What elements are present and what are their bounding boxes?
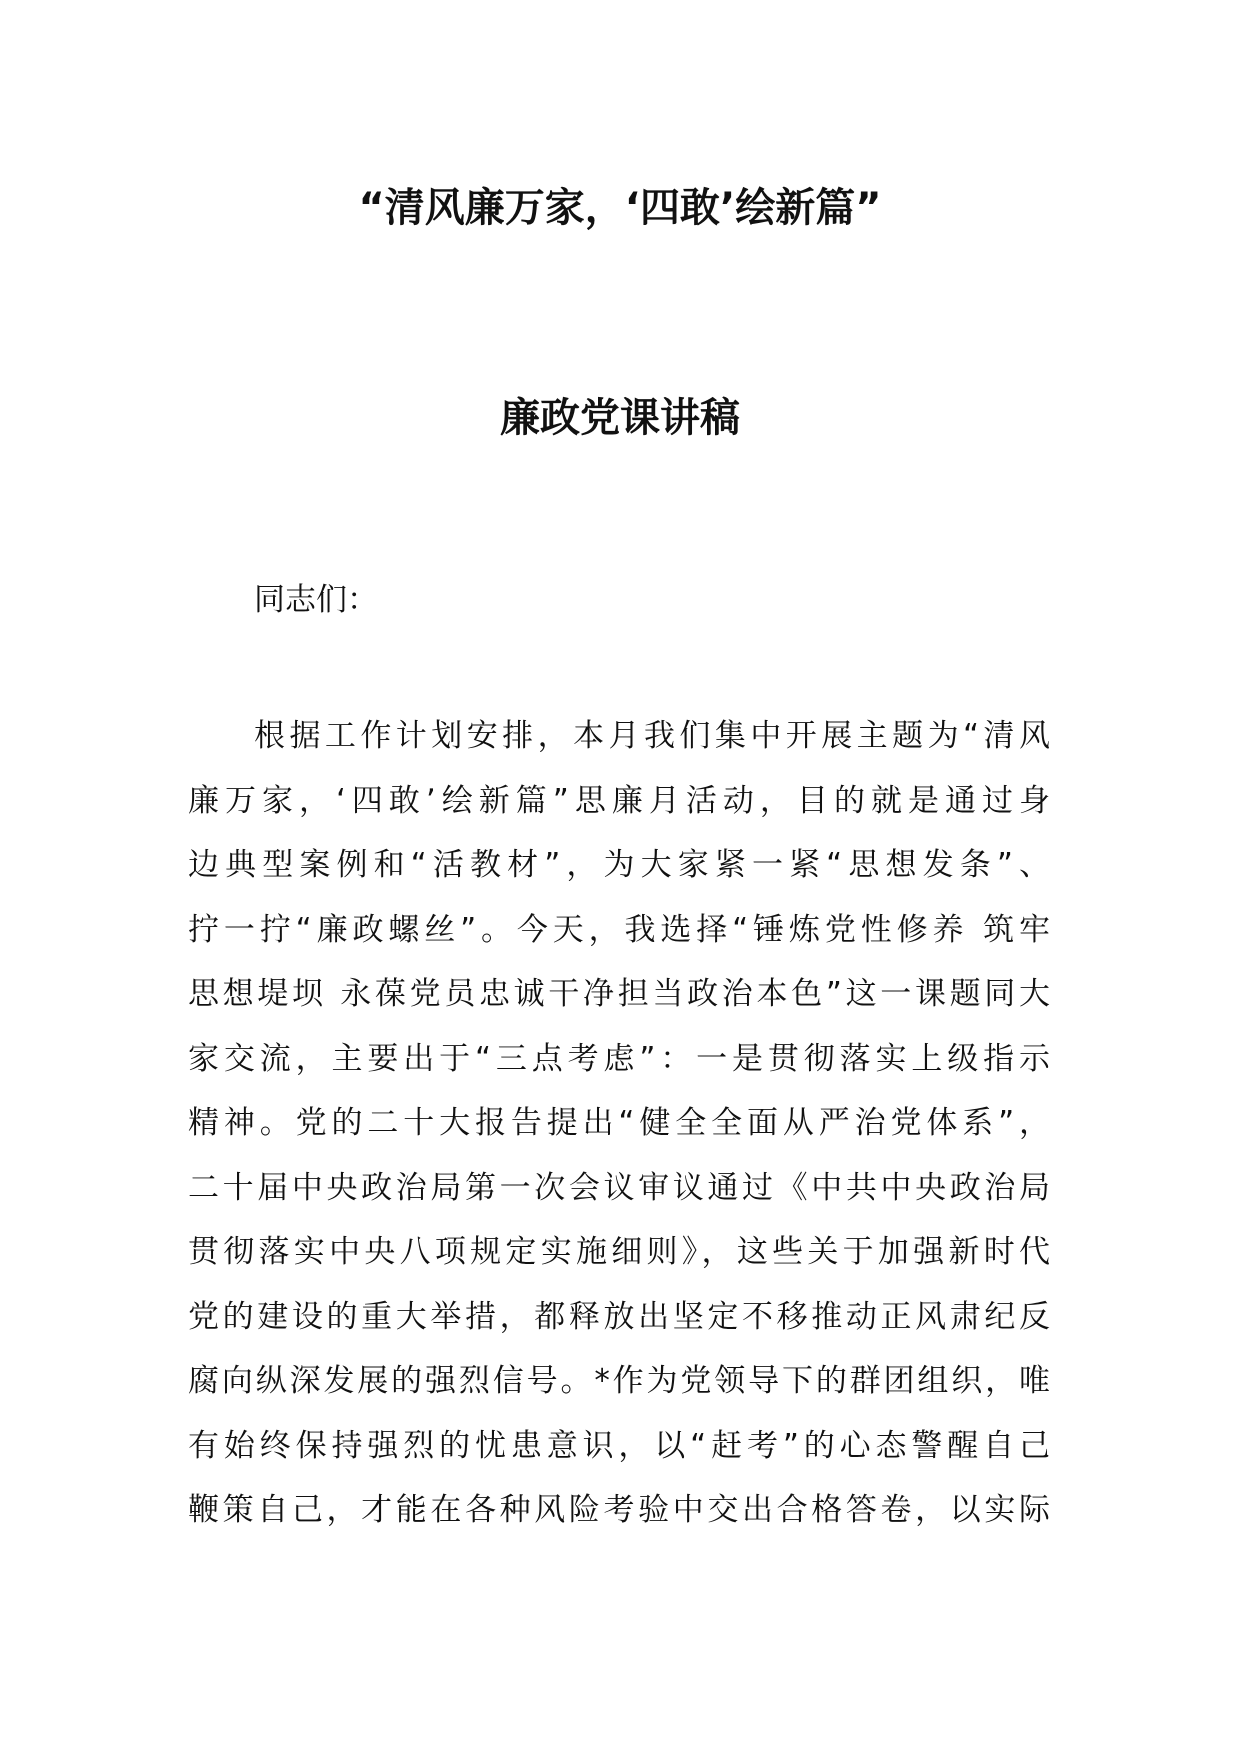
paragraph-line: 边典型案例和“活教材”，为大家紧一紧“思想发条”、 — [188, 847, 1050, 883]
paragraph-line: 廉万家，‘四敢’绘新篇”思廉月活动，目的就是通过身 — [188, 782, 1050, 819]
document-subtitle: 廉政党课讲稿 — [500, 395, 740, 441]
paragraph-line: 有始终保持强烈的忧患意识，以“赶考”的心态警醒自己 — [188, 1427, 1050, 1464]
paragraph-line: 根据工作计划安排，本月我们集中开展主题为“清风 — [254, 718, 1050, 754]
paragraph-line: 贯彻落实中央八项规定实施细则》，这些关于加强新时代 — [188, 1234, 1050, 1270]
paragraph-line: 精神。党的二十大报告提出“健全全面从严治党体系”， — [188, 1105, 1050, 1141]
paragraph-line: 思想堤坝 永葆党员忠诚干净担当政治本色”这一课题同大 — [188, 976, 1050, 1012]
body-paragraph — [188, 704, 1050, 1543]
document-title: “清风廉万家，‘四敢’绘新篇” — [358, 185, 882, 231]
paragraph-line: 二十届中央政治局第一次会议审议通过《中共中央政治局 — [188, 1169, 1050, 1206]
paragraph-line: 拧一拧“廉政螺丝”。今天，我选择“锤炼党性修养 筑牢 — [188, 911, 1050, 948]
paragraph-line: 家交流，主要出于“三点考虑”：一是贯彻落实上级指示 — [188, 1040, 1050, 1077]
salutation: 同志们： — [254, 582, 378, 618]
paragraph-line: 鞭策自己，才能在各种风险考验中交出合格答卷，以实际 — [188, 1492, 1050, 1528]
paragraph-line: 党的建设的重大举措，都释放出坚定不移推动正风肃纪反 — [188, 1298, 1050, 1335]
paragraph-line: 腐向纵深发展的强烈信号。*作为党领导下的群团组织，唯 — [188, 1363, 1050, 1399]
